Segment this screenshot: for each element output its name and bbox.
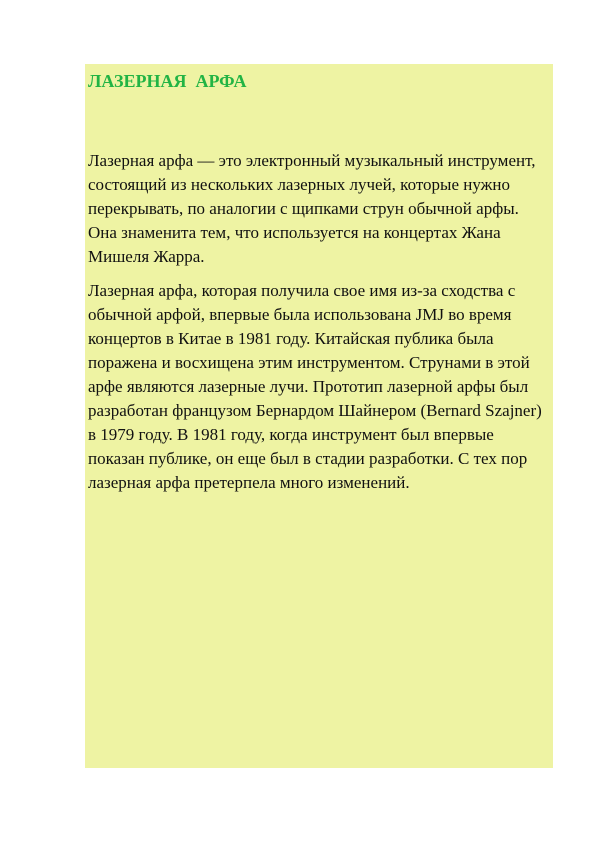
paragraph-intro: Лазерная арфа — это электронный музыкальный инструмент, состоящий из нескольких лазерных лучей, которые нужно перекрывать, по аналогии с щипками струн обычной арфы. Она знаменита тем, что используется на концертах Жана Мишеля Жарра.	[88, 151, 536, 266]
content-panel	[85, 64, 553, 768]
page-title: ЛАЗЕРНАЯ АРФА	[88, 71, 247, 91]
paragraph-history: Лазерная арфа, которая получила свое имя из-за сходства с обычной арфой, впервые была использована JMJ во время концертов в Китае в 1981 году. Китайская публика была поражена и восхищена этим инструментом. Струнами в этой арфе являются лазерные лучи. Прототип лазерной арфы был разработан французом Бернардом Шайнером (Bernard Szajner) в 1979 году. В 1981 году, когда инструмент был впервые показан публике, он еще был в стадии разработки. С тех пор лазерная арфа претерпела много изменений.	[88, 281, 542, 492]
